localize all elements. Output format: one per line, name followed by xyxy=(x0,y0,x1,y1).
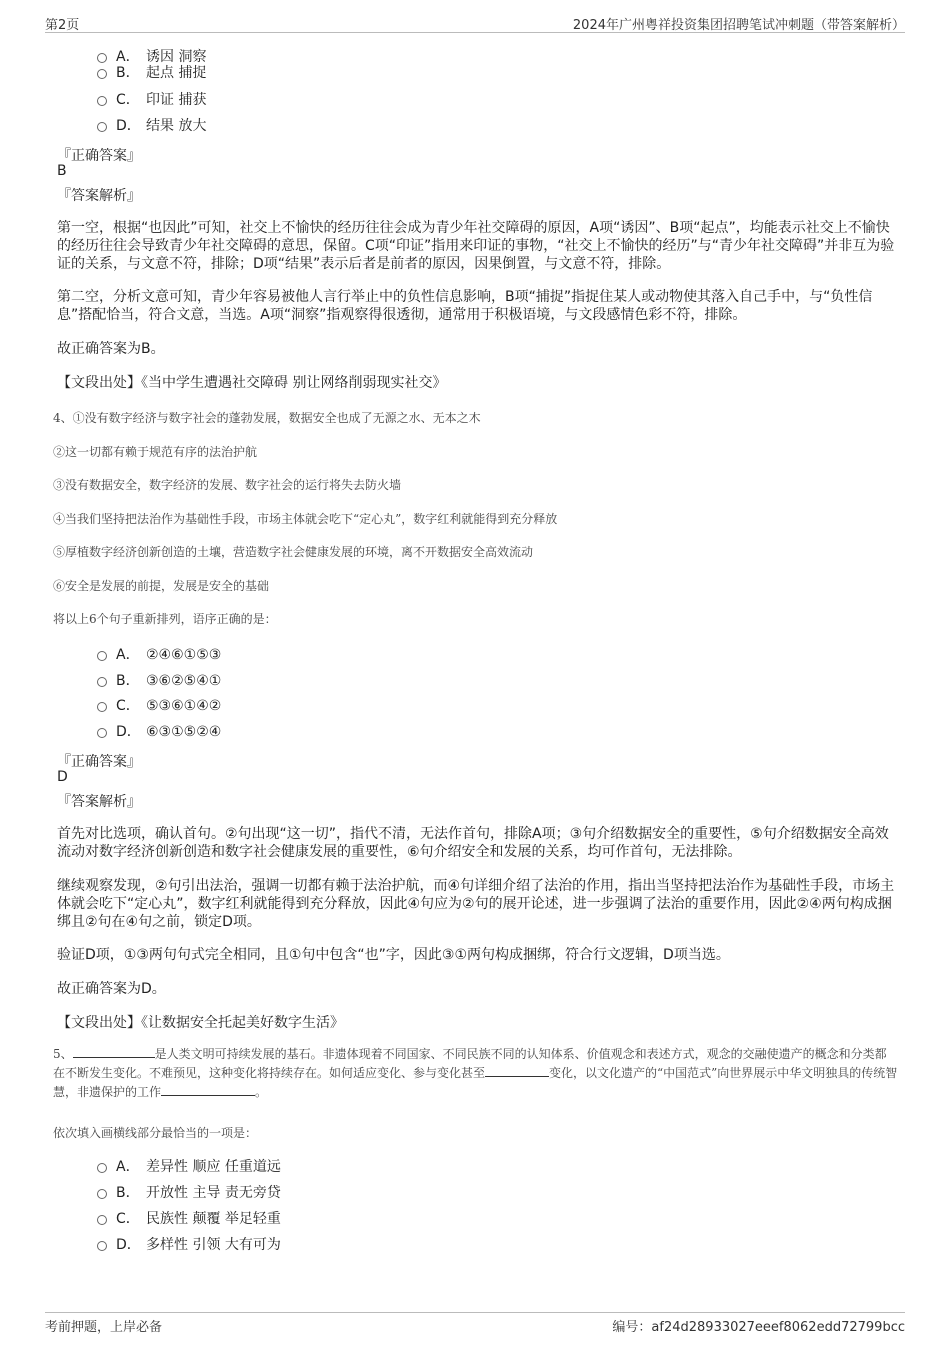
option-c[interactable]: C． 民族性 颠覆 举足轻重 xyxy=(97,1209,281,1229)
answer-value: D xyxy=(57,769,68,785)
source-citation: 【文段出处】《让数据安全托起美好数字生活》 xyxy=(57,1015,344,1031)
question-line: ⑤厚植数字经济创新创造的土壤，营造数字社会健康发展的环境，离不开数据安全高效流动 xyxy=(53,545,534,559)
fill-blank[interactable] xyxy=(161,1083,255,1096)
answer-value: B xyxy=(57,163,67,179)
option-c[interactable]: C． ⑤③⑥①④② xyxy=(97,696,221,716)
source-citation: 【文段出处】《当中学生遭遇社交障碍 别让网络削弱现实社交》 xyxy=(57,375,447,391)
analysis-paragraph: 验证D项，①③两句句式完全相同，且①句中包含“也”字，因此③①两句构成捆绑，符合行文逻辑，D项当选。 xyxy=(57,947,730,963)
page-number: 第2页 xyxy=(45,18,80,33)
analysis-paragraph: 第二空，分析文意可知，青少年容易被他人言行举止中的负性信息影响，B项“捕捉”指捉住某人或动物使其落入自己手中，与“负性信息”搭配恰当，符合文意，当选。A项“洞察”指观察得很透彻，通常用于积极语境，与文段感情色彩不符，排除。 xyxy=(57,289,873,323)
question-line: ⑥安全是发展的前提，发展是安全的基础 xyxy=(53,579,270,593)
radio-icon[interactable] xyxy=(97,1215,107,1225)
question-prompt: 将以上6个句子重新排列，语序正确的是： xyxy=(53,612,277,626)
document-id: 编号：af24d28933027eeef8062edd72799bcc xyxy=(612,1320,905,1335)
analysis-paragraph: 首先对比选项，确认首句。②句出现“这一切”，指代不清，无法作首句，排除A项；③句介绍数据安全的重要性，⑤句介绍数据安全高效流动对数字经济创新创造和数字社会健康发展的重要性，⑥句介绍安全和发展的关系，均可作首句，无法排除。 xyxy=(57,826,889,860)
radio-icon[interactable] xyxy=(97,1189,107,1199)
radio-icon[interactable] xyxy=(97,677,107,687)
question-line: ④当我们坚持把法治作为基础性手段，市场主体就会吃下“定心丸”，数字红利就能得到充分释放 xyxy=(53,512,558,526)
analysis-paragraph: 故正确答案为D。 xyxy=(57,981,166,997)
radio-icon[interactable] xyxy=(97,651,107,661)
analysis-label: 『答案解析』 xyxy=(57,188,141,204)
radio-icon[interactable] xyxy=(97,122,107,132)
question-line: 4、①没有数字经济与数字社会的蓬勃发展，数据安全也成了无源之水、无本之木 xyxy=(53,411,481,425)
option-c[interactable]: C． 印证 捕获 xyxy=(97,90,206,110)
question-prompt: 依次填入画横线部分最恰当的一项是： xyxy=(53,1126,258,1140)
radio-icon[interactable] xyxy=(97,728,107,738)
option-b[interactable]: B． 起点 捕捉 xyxy=(97,63,206,83)
analysis-paragraph: 继续观察发现，②句引出法治，强调一切都有赖于法治护航，而④句详细介绍了法治的作用，指出当坚持把法治作为基础性手段，市场主体就会吃下“定心丸”，数字红利就能得到充分释放，因此④句应为②句的展开论述，进一步强调了法治的重要作用，因此②④两句构成捆绑且②句在④句之前，锁定D项。 xyxy=(57,878,895,930)
fill-blank[interactable] xyxy=(73,1045,155,1058)
analysis-paragraph: 故正确答案为B。 xyxy=(57,341,165,357)
question-line: ②这一切都有赖于规范有序的法治护航 xyxy=(53,445,258,459)
answer-label: 『正确答案』 xyxy=(57,148,141,164)
radio-icon[interactable] xyxy=(97,702,107,712)
option-d[interactable]: D． 多样性 引领 大有可为 xyxy=(97,1235,281,1255)
option-b[interactable]: B． 开放性 主导 责无旁贷 xyxy=(97,1183,281,1203)
radio-icon[interactable] xyxy=(97,1163,107,1173)
radio-icon[interactable] xyxy=(97,53,107,63)
page-header xyxy=(45,12,905,33)
document-title: 2024年广州粤祥投资集团招聘笔试冲刺题（带答案解析） xyxy=(572,18,905,33)
answer-label: 『正确答案』 xyxy=(57,754,141,770)
fill-blank[interactable] xyxy=(485,1064,549,1077)
option-b[interactable]: B． ③⑥②⑤④① xyxy=(97,671,221,691)
option-d[interactable]: D． 结果 放大 xyxy=(97,116,206,136)
option-d[interactable]: D． ⑥③①⑤②④ xyxy=(97,722,221,742)
option-a[interactable]: A． ②④⑥①⑤③ xyxy=(97,645,221,665)
page-footer xyxy=(45,1312,905,1337)
radio-icon[interactable] xyxy=(97,1241,107,1251)
option-a[interactable]: A． 差异性 顺应 任重道远 xyxy=(97,1157,281,1177)
option-a[interactable]: A． 诱因 洞察 xyxy=(97,47,206,67)
footer-slogan: 考前押题，上岸必备 xyxy=(45,1320,163,1335)
question-line: ③没有数据安全，数字经济的发展、数字社会的运行将失去防火墙 xyxy=(53,478,402,492)
question-text: 5、 是人类文明可持续发展的基石。非遗体现着不同国家、不同民族不同的认知体系、价值观念和表述方式，观念的交融使遗产的概念和分类都在不断发生变化。不难预见，这种变化将持续存在。如何适应变化、参与变化甚至 变化，以文化遗产的“中国范式”向世界展示中华文明独具的传统智慧，非遗保护的工作 。 xyxy=(53,1047,898,1099)
radio-icon[interactable] xyxy=(97,96,107,106)
analysis-paragraph: 第一空，根据“也因此”可知，社交上不愉快的经历往往会成为青少年社交障碍的原因，A项“诱因”、B项“起点”，均能表示社交上不愉快的经历往往会导致青少年社交障碍的意思，保留。C项“印证”指用来印证的事物，“社交上不愉快的经历”与“青少年社交障碍”并非互为验证的关系，与文意不符，排除；D项“结果”表示后者是前者的原因，因果倒置，与文意不符，排除。 xyxy=(57,220,895,272)
radio-icon[interactable] xyxy=(97,69,107,79)
analysis-label: 『答案解析』 xyxy=(57,794,141,810)
